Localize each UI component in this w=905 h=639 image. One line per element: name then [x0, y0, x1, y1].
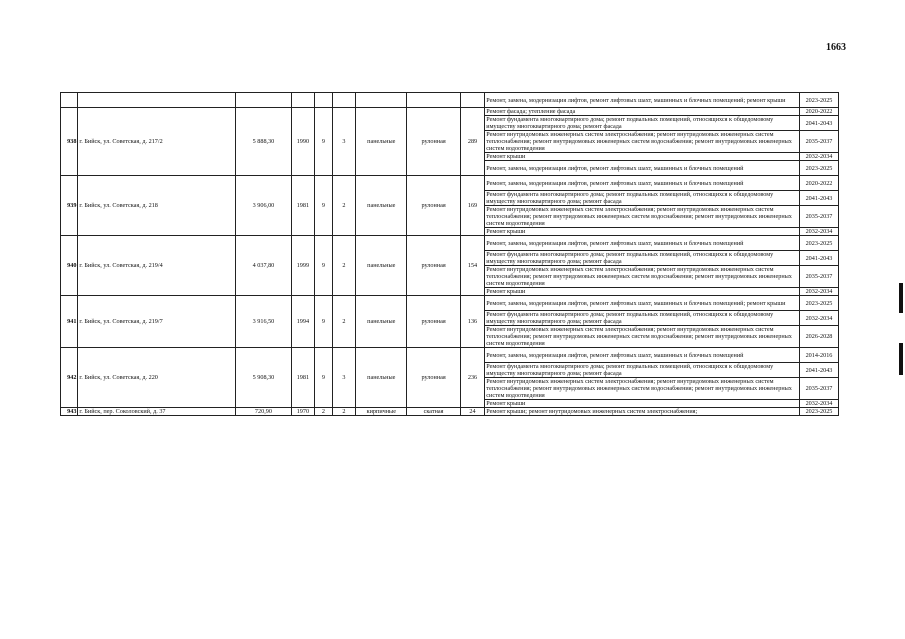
period-cell: 2014-2016: [799, 348, 838, 363]
empty-cell: [315, 93, 332, 108]
table-row: [61, 236, 839, 251]
year-cell: 1994: [291, 296, 315, 348]
row-number-cell: 941: [61, 296, 78, 348]
period-cell: 2035-2037: [799, 266, 838, 288]
entrances-cell: 3: [332, 348, 356, 408]
apartments-cell: 136: [460, 296, 485, 348]
empty-cell: [61, 93, 78, 108]
work-cell: Ремонт фундамента многоквартирного дома; ремонт подвальных помещений, относящихся к общедомовому имуществу многоквартирного дома; ремонт фасада: [485, 116, 800, 131]
period-cell: 2032-2034: [799, 288, 838, 296]
area-cell: 5 888,30: [236, 108, 291, 176]
period-cell: 2020-2022: [799, 108, 838, 116]
period-cell: 2023-2025: [799, 161, 838, 176]
work-cell: Ремонт внутридомовых инженерных систем электроснабжения; ремонт внутридомовых инженерных систем теплоснабжения; ремонт внутридомовых инженерных систем водоснабжения; ремонт внутридомовых инженерных систем водоотведения: [485, 131, 800, 153]
period-cell: 2032-2034: [799, 153, 838, 161]
table-row: [61, 108, 839, 116]
table-body: [61, 93, 839, 416]
roof-type-cell: рулонная: [407, 108, 460, 176]
area-cell: 3 916,50: [236, 296, 291, 348]
row-number-cell: 940: [61, 236, 78, 296]
work-cell: Ремонт, замена, модернизация лифтов, ремонт лифтовых шахт, машинных и блочных помещений; ремонт крыши: [485, 93, 800, 108]
area-cell: 5 908,30: [236, 348, 291, 408]
period-cell: 2023-2025: [799, 296, 838, 311]
period-cell: 2023-2025: [799, 236, 838, 251]
work-cell: Ремонт фундамента многоквартирного дома; ремонт подвальных помещений, относящихся к общедомовому имуществу многоквартирного дома; ремонт фасада: [485, 363, 800, 378]
scan-margin-mark: [899, 343, 903, 375]
year-cell: 1970: [291, 408, 315, 416]
address-cell: г. Бийск, ул. Советская, д. 220: [78, 348, 236, 408]
work-cell: Ремонт внутридомовых инженерных систем электроснабжения; ремонт внутридомовых инженерных систем теплоснабжения; ремонт внутридомовых инженерных систем водоснабжения; ремонт внутридомовых инженерных систем водоотведения: [485, 206, 800, 228]
apartments-cell: 154: [460, 236, 485, 296]
floors-cell: 9: [315, 108, 332, 176]
apartments-cell: 236: [460, 348, 485, 408]
roof-type-cell: скатная: [407, 408, 460, 416]
capital-repair-table: [60, 92, 839, 416]
period-cell: 2041-2043: [799, 363, 838, 378]
empty-cell: [236, 93, 291, 108]
work-cell: Ремонт крыши: [485, 288, 800, 296]
year-cell: 1981: [291, 176, 315, 236]
roof-type-cell: рулонная: [407, 176, 460, 236]
wall-material-cell: панельные: [356, 108, 407, 176]
empty-cell: [291, 93, 315, 108]
row-number-cell: 943: [61, 408, 78, 416]
work-cell: Ремонт крыши: [485, 400, 800, 408]
period-cell: 2026-2028: [799, 326, 838, 348]
period-cell: 2035-2037: [799, 206, 838, 228]
work-cell: Ремонт крыши: [485, 153, 800, 161]
floors-cell: 9: [315, 176, 332, 236]
year-cell: 1981: [291, 348, 315, 408]
scan-margin-mark: [899, 283, 903, 313]
row-number-cell: 938: [61, 108, 78, 176]
entrances-cell: 2: [332, 236, 356, 296]
period-cell: 2041-2043: [799, 191, 838, 206]
table-row: [61, 176, 839, 191]
area-cell: 4 037,80: [236, 236, 291, 296]
period-cell: 2023-2025: [799, 93, 838, 108]
work-cell: Ремонт, замена, модернизация лифтов, ремонт лифтовых шахт, машинных и блочных помещений: [485, 176, 800, 191]
empty-cell: [332, 93, 356, 108]
wall-material-cell: кирпичные: [356, 408, 407, 416]
address-cell: г. Бийск, ул. Советская, д. 218: [78, 176, 236, 236]
entrances-cell: 2: [332, 296, 356, 348]
table-row: [61, 93, 839, 108]
year-cell: 1999: [291, 236, 315, 296]
entrances-cell: 2: [332, 408, 356, 416]
roof-type-cell: рулонная: [407, 236, 460, 296]
work-cell: Ремонт крыши: [485, 228, 800, 236]
period-cell: 2032-2034: [799, 311, 838, 326]
empty-cell: [460, 93, 485, 108]
row-number-cell: 942: [61, 348, 78, 408]
work-cell: Ремонт фасада; утепление фасада: [485, 108, 800, 116]
work-cell: Ремонт фундамента многоквартирного дома; ремонт подвальных помещений, относящихся к общедомовому имуществу многоквартирного дома; ремонт фасада: [485, 251, 800, 266]
floors-cell: 9: [315, 236, 332, 296]
work-cell: Ремонт, замена, модернизация лифтов, ремонт лифтовых шахт, машинных и блочных помещений: [485, 236, 800, 251]
floors-cell: 9: [315, 296, 332, 348]
period-cell: 2041-2043: [799, 116, 838, 131]
floors-cell: 2: [315, 408, 332, 416]
address-cell: г. Бийск, ул. Советская, д. 219/4: [78, 236, 236, 296]
page-number: 1663: [826, 42, 846, 53]
empty-cell: [78, 93, 236, 108]
work-cell: Ремонт внутридомовых инженерных систем электроснабжения; ремонт внутридомовых инженерных систем теплоснабжения; ремонт внутридомовых инженерных систем водоснабжения; ремонт внутридомовых инженерных систем водоотведения: [485, 378, 800, 400]
year-cell: 1990: [291, 108, 315, 176]
address-cell: г. Бийск, ул. Советская, д. 217/2: [78, 108, 236, 176]
work-cell: Ремонт, замена, модернизация лифтов, ремонт лифтовых шахт, машинных и блочных помещений: [485, 348, 800, 363]
wall-material-cell: панельные: [356, 176, 407, 236]
empty-cell: [407, 93, 460, 108]
wall-material-cell: панельные: [356, 348, 407, 408]
period-cell: 2020-2022: [799, 176, 838, 191]
apartments-cell: 169: [460, 176, 485, 236]
table-row: [61, 348, 839, 363]
wall-material-cell: панельные: [356, 236, 407, 296]
address-cell: г. Бийск, ул. Советская, д. 219/7: [78, 296, 236, 348]
entrances-cell: 3: [332, 108, 356, 176]
period-cell: 2032-2034: [799, 228, 838, 236]
table-row: [61, 296, 839, 311]
empty-cell: [356, 93, 407, 108]
table-row: [61, 408, 839, 416]
entrances-cell: 2: [332, 176, 356, 236]
roof-type-cell: рулонная: [407, 348, 460, 408]
work-cell: Ремонт внутридомовых инженерных систем электроснабжения; ремонт внутридомовых инженерных систем теплоснабжения; ремонт внутридомовых инженерных систем водоснабжения; ремонт внутридомовых инженерных систем водоотведения: [485, 266, 800, 288]
floors-cell: 9: [315, 348, 332, 408]
period-cell: 2023-2025: [799, 408, 838, 416]
work-cell: Ремонт крыши; ремонт внутридомовых инженерных систем электроснабжения;: [485, 408, 800, 416]
period-cell: 2035-2037: [799, 378, 838, 400]
period-cell: 2032-2034: [799, 400, 838, 408]
period-cell: 2035-2037: [799, 131, 838, 153]
work-cell: Ремонт фундамента многоквартирного дома; ремонт подвальных помещений, относящихся к общедомовому имуществу многоквартирного дома; ремонт фасада: [485, 191, 800, 206]
address-cell: г. Бийск, пер. Соколовский, д. 37: [78, 408, 236, 416]
work-cell: Ремонт внутридомовых инженерных систем электроснабжения; ремонт внутридомовых инженерных систем теплоснабжения; ремонт внутридомовых инженерных систем водоснабжения; ремонт внутридомовых инженерных систем водоотведения: [485, 326, 800, 348]
apartments-cell: 24: [460, 408, 485, 416]
row-number-cell: 939: [61, 176, 78, 236]
period-cell: 2041-2043: [799, 251, 838, 266]
area-cell: 3 906,00: [236, 176, 291, 236]
apartments-cell: 289: [460, 108, 485, 176]
work-cell: Ремонт, замена, модернизация лифтов, ремонт лифтовых шахт, машинных и блочных помещений; ремонт крыши: [485, 296, 800, 311]
work-cell: Ремонт фундамента многоквартирного дома; ремонт подвальных помещений, относящихся к общедомовому имуществу многоквартирного дома; ремонт фасада: [485, 311, 800, 326]
roof-type-cell: рулонная: [407, 296, 460, 348]
work-cell: Ремонт, замена, модернизация лифтов, ремонт лифтовых шахт, машинных и блочных помещений: [485, 161, 800, 176]
wall-material-cell: панельные: [356, 296, 407, 348]
area-cell: 720,90: [236, 408, 291, 416]
